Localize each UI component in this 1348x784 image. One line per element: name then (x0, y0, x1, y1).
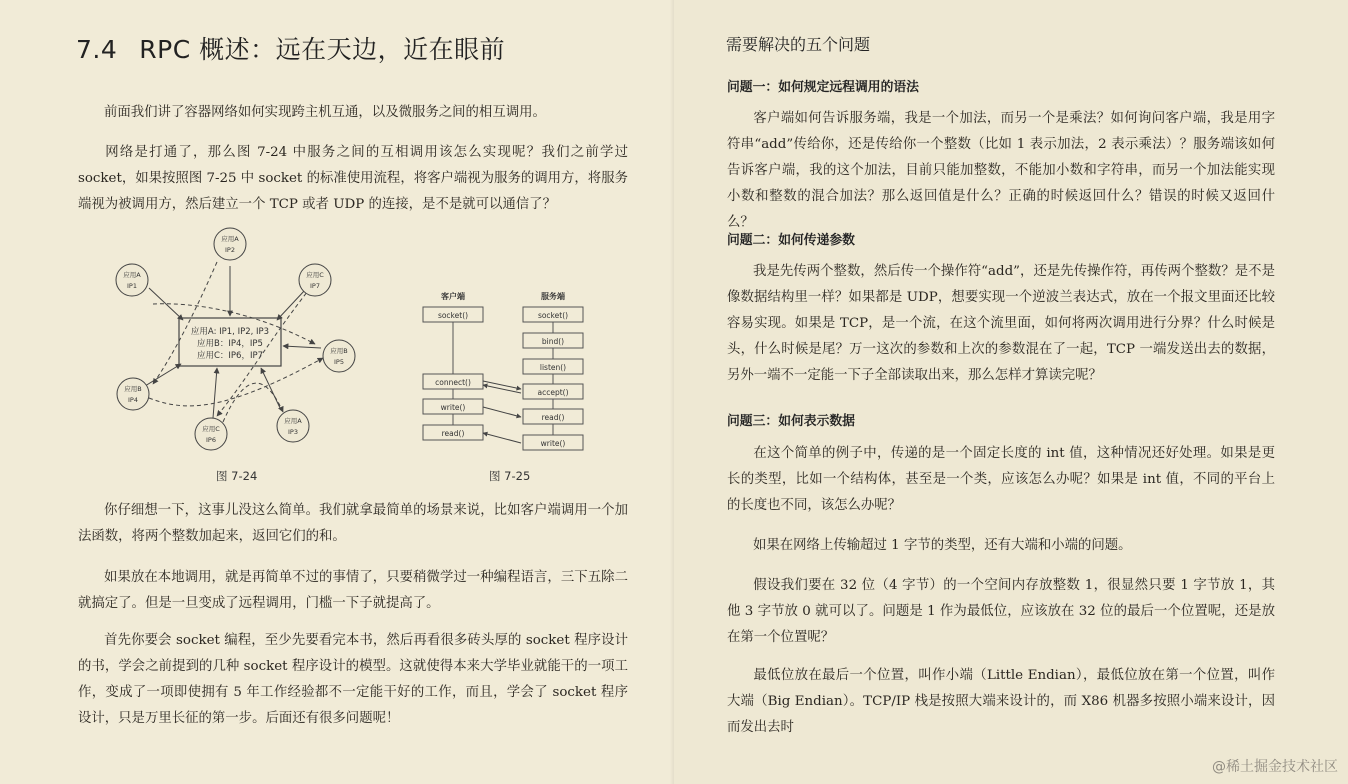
center-line: 应用C：IP6，IP7 (196, 351, 264, 361)
center-line: 应用A: IP1, IP2, IP3 (190, 327, 270, 337)
client-box: socket() (437, 311, 469, 320)
section-title-text: RPC 概述：远在天边，近在眼前 (139, 35, 506, 64)
paragraph: 前面我们讲了容器网络如何实现跨主机互通，以及微服务之间的相互调用。 (104, 105, 546, 120)
server-label: 服务端 (541, 292, 565, 301)
svg-text:IP5: IP5 (334, 358, 344, 366)
paragraph: 客户端如何告诉服务端，我是一个加法，而另一个是乘法？如何询问客户端，我是用字符串“add”传给你，还是传给你一个整数（比如 1 表示加法，2 表示乘法）？服务端该如何告诉客户端，我的这个加法，目前只能加整数，不能加小数和字符串，而另一个加法能实现小数和整数的混合加法？那么返回值是什么？正确的时候返回什么？错误的时候又返回什么？ (727, 111, 1275, 230)
svg-text:应用B: 应用B (124, 385, 142, 393)
svg-text:IP3: IP3 (288, 428, 298, 436)
svg-text:IP4: IP4 (128, 396, 138, 404)
server-box: bind() (541, 337, 565, 346)
figure-7-24 (105, 222, 375, 462)
paragraph: 网络是打通了，那么图 7-24 中服务之间的互相调用该怎么实现呢？我们之前学过 socket，如果按照图 7-25 中 socket 的标准使用流程，将客户端视为服务的调用方，将服务端视为被调用方，然后建立一个 TCP 或者 UDP 的连接，是不是就可以通信了？ (78, 145, 628, 212)
question-3-title: 问题三：如何表示数据 (727, 414, 855, 429)
node-ip5 (323, 340, 355, 372)
node-ip1 (116, 264, 148, 296)
svg-text:应用C: 应用C (306, 271, 324, 279)
figure-7-25 (415, 285, 595, 455)
server-box: listen() (539, 363, 567, 372)
svg-text:应用B: 应用B (330, 347, 348, 355)
paragraph: 你仔细想一下，这事儿没这么简单。我们就拿最简单的场景来说，比如客户端调用一个加法函数，将两个整数加起来，返回它们的和。 (78, 503, 628, 544)
paragraph: 假设我们要在 32 位（4 字节）的一个空间内存放整数 1，很显然只要 1 字节放 1，其他 3 字节放 0 就可以了。问题是 1 作为最低位，应该放在 32 位的最后一个位置呢，还是放在第一个位置呢？ (727, 578, 1275, 645)
question-2-title: 问题二：如何传递参数 (727, 233, 855, 248)
figure-caption: 图 7-25 (489, 469, 531, 483)
client-label: 客户端 (441, 292, 465, 301)
right-heading: 需要解决的五个问题 (726, 35, 871, 54)
svg-text:IP7: IP7 (310, 282, 320, 290)
paragraph: 最低位放在最后一个位置，叫作小端（Little Endian），最低位放在第一个位置，叫作大端（Big Endian）。TCP/IP 栈是按照大端来设计的，而 X86 机器多按照小端来设计，因而发出去时 (727, 668, 1275, 735)
svg-text:IP1: IP1 (127, 282, 137, 290)
watermark: @稀土掘金技术社区 (1212, 759, 1338, 775)
question-1-title: 问题一：如何规定远程调用的语法 (727, 80, 919, 95)
paragraph: 如果放在本地调用，就是再简单不过的事情了，只要稍微学过一种编程语言，三下五除二就搞定了。但是一旦变成了远程调用，门槛一下子就提高了。 (78, 570, 628, 611)
svg-text:应用A: 应用A (221, 235, 239, 243)
paragraph: 在这个简单的例子中，传递的是一个固定长度的 int 值，这种情况还好处理。如果是更长的类型，比如一个结构体，甚至是一个类，应该怎么办呢？如果是 int 值，不同的平台上的长度也不同，该怎么办呢？ (727, 446, 1275, 513)
server-box: socket() (537, 311, 569, 320)
svg-text:IP2: IP2 (225, 246, 235, 254)
client-box: connect() (435, 378, 471, 387)
node-ip3 (277, 410, 309, 442)
section-title (76, 30, 505, 66)
client-box: write() (440, 403, 466, 412)
svg-text:IP6: IP6 (206, 436, 216, 444)
paragraph: 首先你要会 socket 编程，至少先要看完本书，然后再看很多砖头厚的 socket 程序设计的书，学会之前提到的几种 socket 程序设计的模型。这就使得本来大学毕业就能干的一项工作，变成了一项即使拥有 5 年工作经验都不一定能干好的工作，而且，学会了 socket 程序设计，只是万里长征的第一步。后面还有很多问题呢！ (78, 633, 628, 726)
svg-text:应用A: 应用A (123, 271, 141, 279)
node-ip4 (117, 378, 149, 410)
section-number: 7.4 (76, 35, 118, 64)
node-ip2 (214, 228, 246, 260)
server-box: accept() (537, 388, 569, 397)
node-ip7 (299, 264, 331, 296)
client-box: read() (441, 429, 465, 438)
svg-text:应用C: 应用C (202, 425, 220, 433)
center-line: 应用B：IP4，IP5 (197, 339, 263, 349)
figure-caption: 图 7-24 (216, 469, 258, 483)
paragraph: 如果在网络上传输超过 1 字节的类型，还有大端和小端的问题。 (753, 538, 1132, 553)
svg-text:应用A: 应用A (284, 417, 302, 425)
server-box: read() (541, 413, 565, 422)
paragraph: 我是先传两个整数，然后传一个操作符“add”，还是先传操作符，再传两个整数？是不是像数据结构里一样？如果都是 UDP，想要实现一个逆波兰表达式，放在一个报文里面还比较容易实现。如果是 TCP，是一个流，在这个流里面，如何将两次调用进行分界？什么时候是头，什么时候是尾？万一这次的参数和上次的参数混在了一起，TCP 一端发送出去的数据，另外一端不一定能一下子全部读取出来，那么怎样才算读完呢？ (727, 264, 1275, 383)
server-box: write() (540, 439, 566, 448)
node-ip6 (195, 418, 227, 450)
